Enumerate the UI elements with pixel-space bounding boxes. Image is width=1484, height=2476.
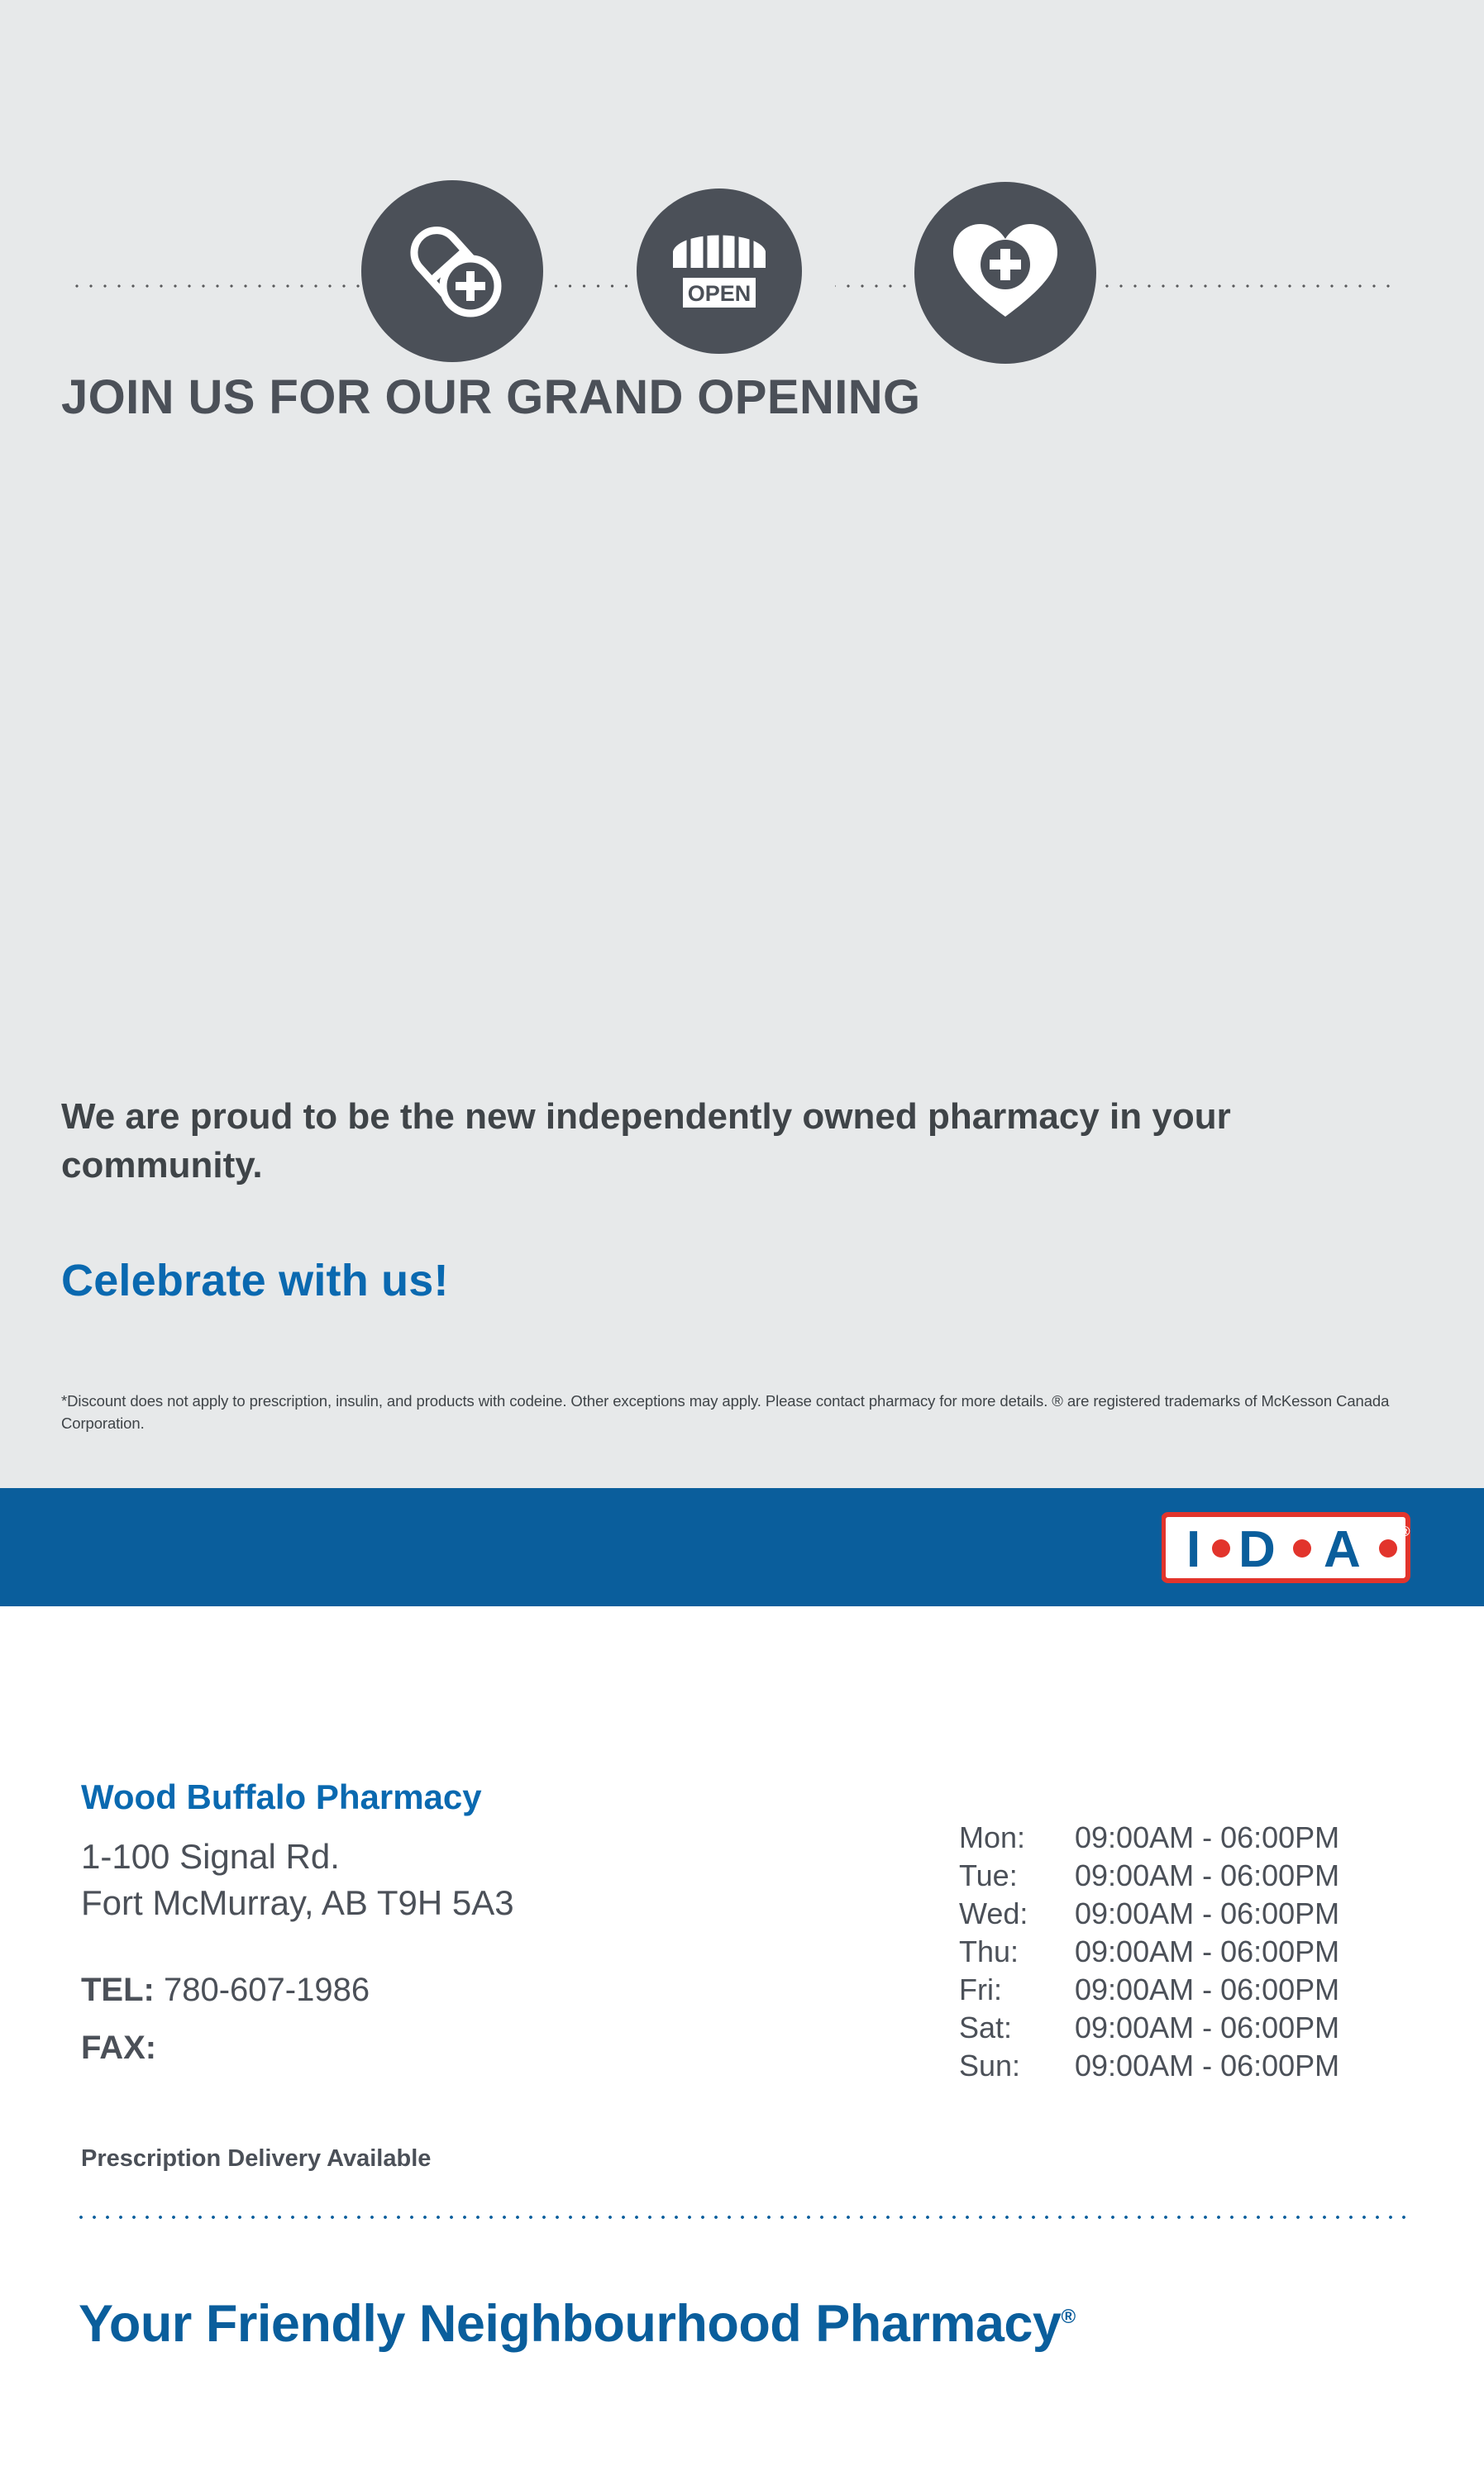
- hours-day: Fri:: [959, 1973, 1002, 2007]
- hours-time: 09:00AM - 06:00PM: [1075, 2011, 1340, 2045]
- ida-registered-mark: ®: [1400, 1524, 1410, 1539]
- celebrate-heading: Celebrate with us!: [61, 1256, 449, 1305]
- hours-row: [959, 1819, 1422, 1857]
- pill-plus-icon-badge: [361, 180, 543, 362]
- intro-paragraph: We are proud to be the new independently owned pharmacy in your community.: [61, 1096, 1231, 1186]
- svg-text:A: A: [1324, 1521, 1361, 1578]
- hours-row: [959, 1857, 1422, 1895]
- store-hours: [959, 1819, 1422, 2086]
- hours-day: Thu:: [959, 1935, 1019, 1969]
- store-address: [81, 1834, 514, 1926]
- hours-day: Sat:: [959, 2011, 1013, 2045]
- tel-value: 780-607-1986: [164, 1972, 370, 2008]
- tagline: [79, 2294, 1076, 2354]
- svg-text:D: D: [1238, 1521, 1276, 1578]
- hours-time: 09:00AM - 06:00PM: [1075, 1896, 1340, 1931]
- hours-day: Mon:: [959, 1820, 1026, 1854]
- storefront-sign-text: OPEN: [687, 281, 752, 306]
- dotted-divider: [73, 2214, 1412, 2221]
- hours-row: [959, 1933, 1422, 1971]
- hours-row: [959, 1971, 1422, 2009]
- storefront-open-icon: [668, 223, 771, 319]
- hours-time: 09:00AM - 06:00PM: [1075, 1820, 1340, 1854]
- tagline-registered-mark: ®: [1061, 2306, 1076, 2328]
- hours-time: 09:00AM - 06:00PM: [1075, 1973, 1340, 2007]
- address-line-1: 1-100 Signal Rd.: [81, 1837, 340, 1876]
- dotted-rule-right: [1100, 284, 1396, 289]
- hours-day: Tue:: [959, 1858, 1018, 1893]
- hours-day: Sun:: [959, 2049, 1021, 2083]
- hours-day: Wed:: [959, 1896, 1028, 1931]
- heart-plus-icon: [948, 219, 1062, 327]
- ida-logo-mark: [1162, 1511, 1418, 1584]
- pill-plus-icon: [394, 213, 510, 329]
- fax-label: FAX:: [81, 2030, 157, 2066]
- page-title: JOIN US FOR OUR GRAND OPENING: [61, 370, 921, 424]
- storefront-open-icon-badge: [637, 188, 802, 354]
- hours-time: 09:00AM - 06:00PM: [1075, 1935, 1340, 1969]
- hours-time: 09:00AM - 06:00PM: [1075, 2049, 1340, 2083]
- ida-logo: [1162, 1511, 1418, 1584]
- icon-strip: [0, 91, 1484, 306]
- hours-row: [959, 1895, 1422, 1933]
- dotted-rule-mid-right: [835, 284, 918, 289]
- dotted-rule-left: [73, 284, 362, 289]
- hours-row: [959, 2047, 1422, 2085]
- hours-time: 09:00AM - 06:00PM: [1075, 1858, 1340, 1893]
- store-fax: [81, 2030, 156, 2067]
- svg-text:I: I: [1186, 1521, 1201, 1578]
- heart-plus-icon-badge: [914, 182, 1096, 364]
- store-telephone: [81, 1972, 370, 2009]
- hours-row: [959, 2009, 1422, 2047]
- store-name: Wood Buffalo Pharmacy: [81, 1777, 482, 1816]
- tagline-text: Your Friendly Neighbourhood Pharmacy: [79, 2295, 1062, 2353]
- dotted-rule-mid-left: [551, 284, 646, 289]
- disclaimer-text: *Discount does not apply to prescription, insulin, and products with codeine. Other exceptions may apply. Please contact pharmacy for more details. ® are registered trademarks of McKesson Canada Corporation.: [61, 1392, 1390, 1432]
- delivery-note: Prescription Delivery Available: [81, 2145, 432, 2172]
- address-line-2: Fort McMurray, AB T9H 5A3: [81, 1882, 514, 1922]
- tel-label: TEL:: [81, 1972, 155, 2008]
